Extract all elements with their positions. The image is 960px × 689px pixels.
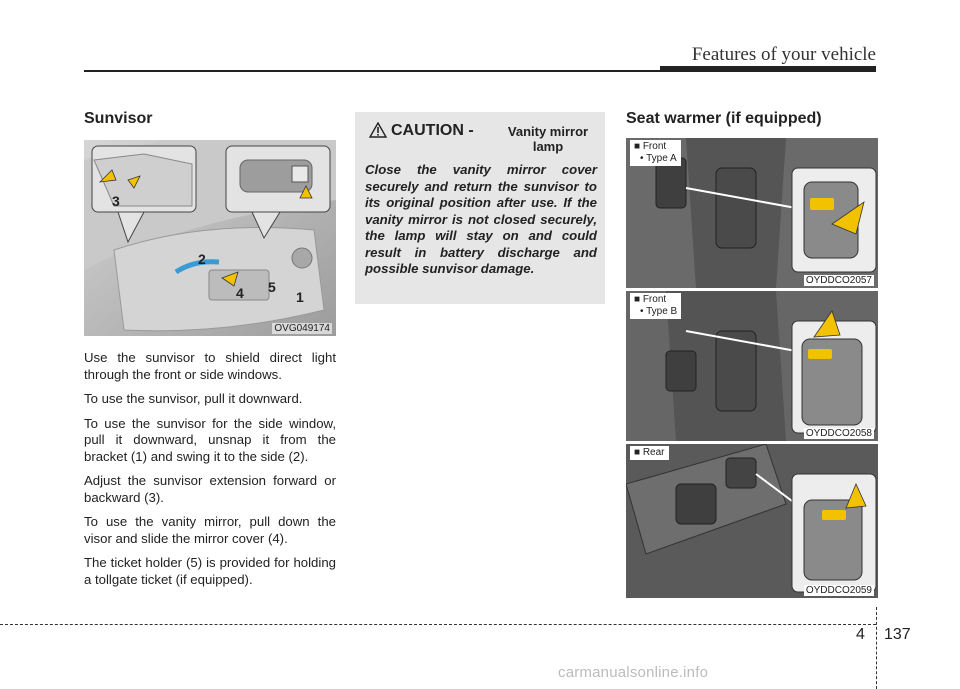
sunvisor-paragraph: Use the sunvisor to shield direct light through the front or side windows. [84, 350, 336, 382]
seat-warmer-panel-front-b [626, 291, 878, 441]
seat-warmer-section [626, 110, 878, 140]
sunvisor-illustration [84, 140, 336, 336]
sunvisor-section [84, 110, 336, 596]
sunvisor-text [84, 350, 336, 588]
header-bar [660, 66, 876, 72]
panel-label [630, 293, 681, 319]
panel-code: OYDDCO2059 [805, 585, 872, 596]
sunvisor-title: Sunvisor [84, 110, 153, 127]
callout-1: 1 [296, 289, 304, 305]
panel-label-line2: • Type B [640, 306, 678, 317]
callout-2: 2 [198, 251, 206, 267]
panel-label-line1: ■ Rear [634, 447, 665, 458]
sunvisor-paragraph: Adjust the sunvisor extension forward or backward (3). [84, 473, 336, 505]
sunvisor-paragraph: To use the vanity mirror, pull down the visor and slide the mirror cover (4). [84, 514, 336, 546]
footer-divider [876, 607, 877, 689]
caution-label: CAUTION - [391, 122, 474, 139]
header-rule [84, 70, 660, 72]
caution-subject: Vanity mirror lamp [507, 124, 589, 154]
panel-label-line1: ■ Front [634, 294, 667, 305]
page-number: 137 [884, 626, 911, 643]
panel-code: OYDDCO2057 [805, 275, 872, 286]
header-title: Features of your vehicle [691, 44, 876, 65]
panel-label-line1: ■ Front [634, 141, 667, 152]
caution-box [355, 112, 605, 304]
warning-icon [369, 122, 387, 138]
seat-warmer-panel-rear [626, 444, 878, 598]
caution-body: Close the vanity mirror cover securely and return the sunvisor to its original position after use. If the vanity mirror is not closed securely, the lamp will stay on and could result in battery discharge and possible sunvisor damage. [365, 162, 597, 276]
watermark: carmanualsonline.info [558, 664, 709, 681]
callout-5: 5 [268, 279, 276, 295]
panel-label [630, 140, 681, 166]
callout-3: 3 [112, 193, 120, 209]
panel-label [630, 446, 669, 460]
sunvisor-figure [84, 140, 336, 336]
sunvisor-paragraph: The ticket holder (5) is provided for holding a tollgate ticket (if equipped). [84, 555, 336, 587]
sunvisor-paragraph: To use the sunvisor, pull it downward. [84, 391, 303, 406]
footer-rule [0, 624, 876, 625]
sunvisor-paragraph: To use the sunvisor for the side window, pull it downward, unsnap it from the bracket (1) and swing it to the side (2). [84, 415, 336, 464]
panel-label-line2: • Type A [640, 153, 677, 164]
seat-warmer-illustration-rear [626, 444, 878, 598]
seat-warmer-panel-front-a [626, 138, 878, 288]
chapter-number: 4 [856, 626, 865, 643]
callout-4: 4 [236, 285, 244, 301]
seat-warmer-title: Seat warmer (if equipped) [626, 110, 822, 127]
sunvisor-figure-code: OVG049174 [274, 323, 330, 334]
panel-code: OYDDCO2058 [805, 428, 872, 439]
